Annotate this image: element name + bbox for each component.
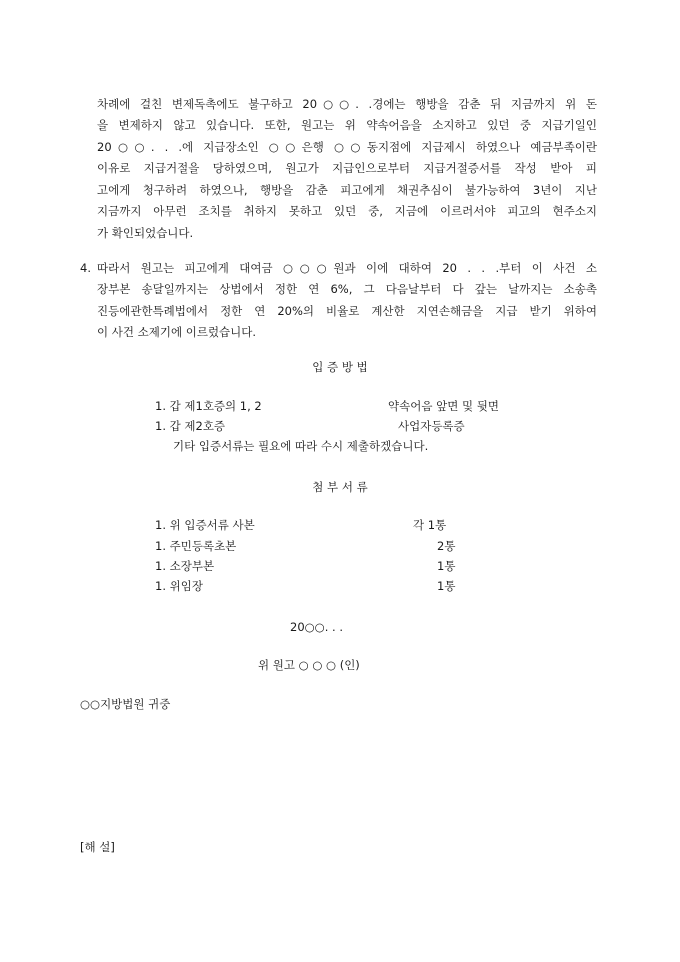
para4-line: 장부본 송달일까지는 상법에서 정한 연 6%, 그 다음날부터 다 갚는 날까지는 소송촉 xyxy=(97,282,597,296)
attachment-item-count: 각 1통 xyxy=(413,518,447,532)
attachment-item-label: 1. 주민등록초본 xyxy=(155,539,237,553)
para3-line: 지금까지 아무런 조치를 취하지 못하고 있던 중, 지금에 이르러서야 피고의 현주소지 xyxy=(97,204,597,218)
plaintiff-signature: 위 원고 ○ ○ ○ (인) xyxy=(258,658,360,672)
evidence-item-label: 1. 갑 제2호증 xyxy=(155,419,226,433)
evidence-item-desc: 약속어음 앞면 및 뒷면 xyxy=(388,399,499,413)
evidence-item-label: 1. 갑 제1호증의 1, 2 xyxy=(155,399,262,413)
attachment-item-label: 1. 위 입증서류 사본 xyxy=(155,518,255,532)
attachment-item-count: 1통 xyxy=(437,579,456,593)
attachment-item-count: 1통 xyxy=(437,559,456,573)
attachments-heading: 첨 부 서 류 xyxy=(312,480,368,494)
para3-line: 고에게 청구하려 하였으나, 행방을 감춘 피고에게 채권추심이 불가능하여 3년이 지난 xyxy=(97,183,597,197)
filing-date: 20○○. . . xyxy=(290,620,343,634)
attachment-item-count: 2통 xyxy=(437,539,456,553)
court-addressee: ○○지방법원 귀중 xyxy=(80,697,171,711)
para4-line: 따라서 원고는 피고에게 대여금 ○○○원과 이에 대하여 20 . . .부터 이 사건 소 xyxy=(97,261,597,275)
evidence-heading: 입 증 방 법 xyxy=(312,360,368,374)
attachment-item-label: 1. 위임장 xyxy=(155,579,203,593)
commentary-label: [해 설] xyxy=(80,840,115,854)
evidence-note: 기타 입증서류는 필요에 따라 수시 제출하겠습니다. xyxy=(173,439,429,453)
para3-line: 20○○. . .에 지급장소인 ○○은행 ○○동지점에 지급제시 하였으나 예금부족이란 xyxy=(97,140,597,154)
attachment-item-label: 1. 소장부본 xyxy=(155,559,215,573)
para3-line: 차례에 걸친 변제독촉에도 불구하고 20○○. .경에는 행방을 감춘 뒤 지금까지 위 돈 xyxy=(97,97,597,111)
para4-number: 4. xyxy=(80,261,91,275)
para3-line: 이유로 지급거절을 당하였으며, 원고가 지급인으로부터 지급거절증서를 작성 받아 피 xyxy=(97,161,597,175)
para4-line: 이 사건 소제기에 이르렀습니다. xyxy=(97,325,257,339)
evidence-item-desc: 사업자등록증 xyxy=(398,419,465,433)
para4-line: 진등에관한특례법에서 정한 연 20%의 비율로 계산한 지연손해금을 지급 받기 위하여 xyxy=(97,304,597,318)
para3-line: 을 변제하지 않고 있습니다. 또한, 원고는 위 약속어음을 소지하고 있던 중 지급기일인 xyxy=(97,118,597,132)
para3-line: 가 확인되었습니다. xyxy=(97,226,194,240)
